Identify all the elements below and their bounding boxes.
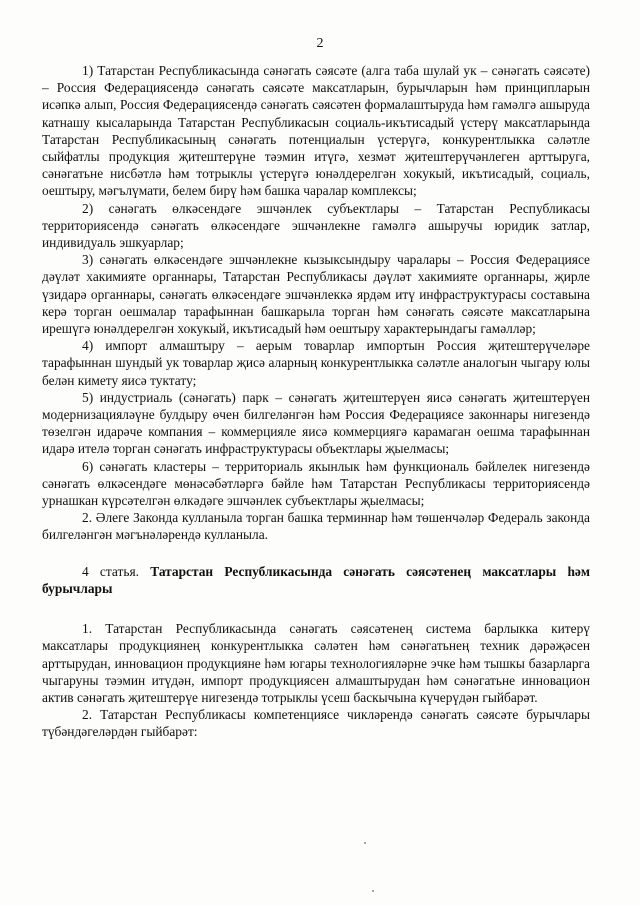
definition-paragraph-1: 1) Татарстан Республикасында сәнәгать сәясәте (алга таба шулай ук – сәнәгать сәясәте) – Россия Федерациясендә сәнәгать сәясәте максатларын, бурычларын һәм принципларын исәпкә алып, Россия Федерациясендә сәнәгать сәясәтен формалаштыруда һәм гамәлгә ашыруда катнашу кысаларында Татарстан Республикасын социаль-икътисадый үстерү максатларында Татарстан Республикасының сәнәгать потенциалын үстерүгә, конкурентлыкка сәләтле сыйфатлы продукция җитештерүне тәэмин итүгә, хезмәт җитештерүчәнлеген арттыруга, сәнәгатьне нисбәтлә һәм тотрыклы үстерүгә юнәлдерелгән хокукый, икътисадый, социаль, оештыру, мәгълүмати, белем бирү һәм башка чаралар комплексы; bbox=[42, 63, 590, 199]
article-title: Татарстан Республикасында сәнәгать сәясәтенең максатлары һәм бурычлары bbox=[42, 563, 590, 596]
terms-paragraph: 2. Әлеге Законда кулланыла торган башка терминнар һәм төшенчәләр Федераль законда билгеләнгән мәгънәләрендә кулланыла. bbox=[42, 510, 590, 543]
definition-paragraph-4: 4) импорт алмаштыру – аерым товарлар импортын Россия җитештерүчеләре тарафыннан шундый ук товарлар җисә аларның конкурентлыкка сәләтле аналогын чыгару юлы белән кимету яисә туктату; bbox=[42, 338, 590, 388]
article-heading bbox=[42, 563, 590, 597]
scan-speck bbox=[372, 890, 374, 892]
article-paragraph-2: 2. Татарстан Республикасы компетенциясе чикләрендә сәнәгать сәясәте бурычлары түбәндәгеләрдән гыйбарәт: bbox=[42, 707, 590, 740]
article-paragraph-1: 1. Татарстан Республикасында сәнәгать сәясәтенең система барлыкка китерү максатлары продукциянең конкурентлыкка сәләтен һәм сәнәгатьнең техник дәрәҗәсен арттырудан, инновацион продукцияне һәм югары технологияләрне эчке һәм тышкы базарларга чыгаруны тәэмин итүдән, импорт продукциясен алмаштырудан һәм сәнәгатьне инновацион актив сәнәгать җитештерүе нигезендә тотрыклы үсеш баскычына күчерүдән гыйбарәт. bbox=[42, 621, 590, 705]
document-body bbox=[42, 62, 590, 741]
definition-paragraph-2: 2) сәнәгать өлкәсендәге эшчәнлек субъектлары – Татарстан Республикасы территориясендә сәнәгать өлкәсендәге эшчәнлекне гамәлгә ашыручы юридик затлар, индивидуаль эшкуарлар; bbox=[42, 200, 590, 251]
definition-paragraph-3: 3) сәнәгать өлкәсендәге эшчәнлекне кызыксындыру чаралары – Россия Федерациясе дәүләт хакимияте органнары, Татарстан Республикасы дәүләт хакимияте органнары, җирле үзидарә органнары, сәнәгать өлкәсендәге эшчәнлеккә ярдәм итү инфраструктурасы составына керә торган оешмалар тарафыннан башкарыла торган һәм сәнәгать сәясәте максатларына ирешүгә юнәлдерелгән хокукый, икътисадый һәм оештыру характерындагы гамәлләр; bbox=[42, 252, 590, 337]
page-number: 2 bbox=[316, 36, 324, 51]
definition-paragraph-6: 6) сәнәгать кластеры – территориаль якынлык һәм функциональ бәйлелек нигезендә сәнәгать өлкәсендәге мөнәсәбәтләргә бәйле һәм Татарстан Республикасы территориясендә урнашкан күрсәтелгән өлкәдәге эшчәнлек субъектлары җыелмасы; bbox=[42, 458, 590, 509]
scan-speck bbox=[364, 842, 366, 844]
definition-paragraph-5: 5) индустриаль (сәнәгать) парк – сәнәгать җитештерүен яисә сәнәгать җитештерүен модернизацияләүне булдыру өчен билгеләнгән һәм Россия Федерациясе законнары нигезендә төзелгән идарәче компания – коммерцияле яисә коммерциягә карамаган оешма тарафыннан идарә ителә торган сәнәгать инфраструктурасы объектлары җыелмасы; bbox=[42, 389, 590, 457]
article-number: 4 статья. bbox=[82, 563, 139, 579]
section-spacer bbox=[42, 597, 590, 620]
